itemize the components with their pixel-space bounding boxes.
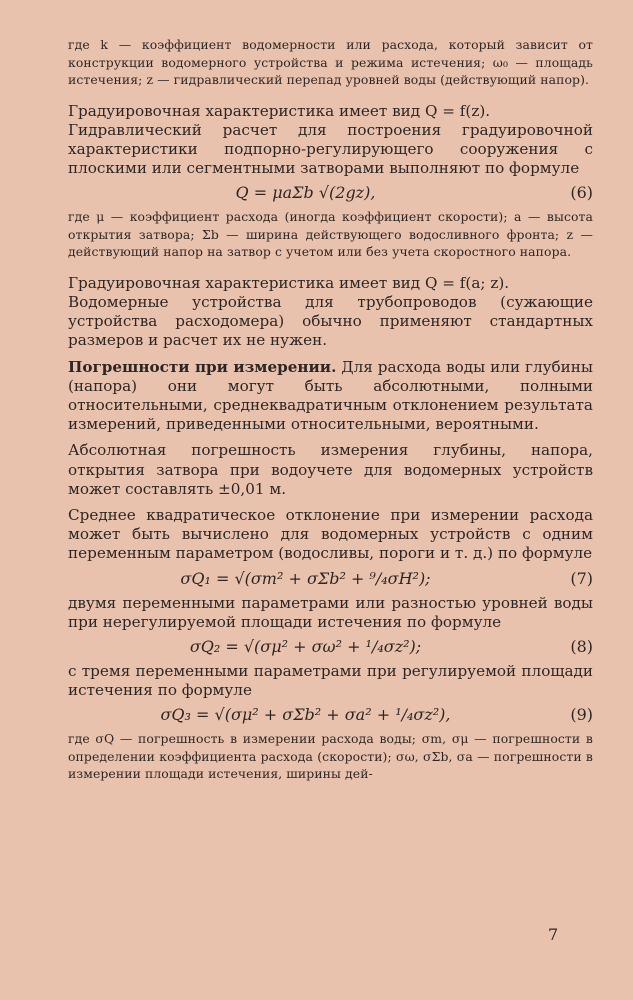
formula-7-expression: σQ₁ = √(σm² + σΣb² + ⁹/₄σH²); — [180, 568, 431, 588]
formula-8-expression: σQ₂ = √(σμ² + σω² + ¹/₄σz²); — [189, 637, 422, 657]
paragraph-graduation-2: Градуировочная характеристика имеет вид Q = f(a; z). — [68, 273, 510, 292]
paragraph-definitions-k: где k — коэффициент водомерности или расхода, который зависит от конструкции водомерного устройства и режима истечения; ω₀ — площадь истечения; z — гидравлический перепад уровней воды (действующий напор). — [68, 37, 593, 87]
paragraph-pipe-devices: Водомерные устройства для трубопроводов (сужающие устройства расходомера) обычно применяют стандартных размеров и расчет их не нужен. — [68, 293, 593, 350]
paragraph-hydraulic-calc: Гидравлический расчет для построения градуировочной характеристики подпорно-регулирующего сооружения с плоскими или сегментными затворами выполняют по формуле — [68, 120, 593, 178]
formula-8-number: (8) — [570, 637, 593, 657]
formula-6 — [68, 178, 593, 208]
paragraph-two-params: двумя переменными параметрами или разностью уровней воды при нерегулируемой площади истечения по формуле — [68, 593, 593, 631]
formula-6-number: (6) — [570, 183, 593, 203]
formula-7-number: (7) — [570, 568, 593, 588]
paragraph-std-deviation: Среднее квадратическое отклонение при измерении расхода может быть вычислено для водомерных устройств с одним переменным параметром (водосливы, пороги и т. д.) по формуле — [68, 506, 593, 563]
paragraph-definitions-sigma: где σQ — погрешность в измерении расхода воды; σm, σμ — погрешности в определении коэффициента расхода (скорости); σω, σΣb, σa — погрешности в измерении площади истечения, ширины дей- — [68, 731, 593, 782]
formula-9 — [68, 700, 593, 730]
paragraph-errors — [68, 358, 593, 435]
page-number: 7 — [548, 925, 559, 944]
formula-9-number: (9) — [570, 705, 593, 725]
paragraph-graduation-1: Градуировочная характеристика имеет вид Q = f(z). — [68, 101, 491, 120]
paragraph-errors-text: Для расхода воды или глубины (напора) они могут быть абсолютными, полными относительными, среднеквадратичным отклонением результата измерений, приведенными относительными, вероятными. — [68, 357, 594, 434]
formula-8 — [68, 632, 593, 662]
paragraph-absolute-error: Абсолютная погрешность измерения глубины, напора, открытия затвора при водоучете для водомерных устройств может составлять ±0,01 м. — [68, 441, 593, 498]
formula-9-expression: σQ₃ = √(σμ² + σΣb² + σa² + ¹/₄σz²), — [160, 705, 451, 725]
formula-7 — [68, 564, 593, 594]
paragraph-three-params: с тремя переменными параметрами при регулируемой площади истечения по формуле — [68, 662, 593, 700]
section-heading-errors: Погрешности при измерении. — [68, 357, 337, 376]
formula-6-expression: Q = μaΣb √(2gz), — [235, 183, 376, 203]
paragraph-definitions-mu: где μ — коэффициент расхода (иногда коэффициент скорости); a — высота открытия затвора; Σb — ширина действующего водосливного фронта; z — действующий напор на затвор с учетом или без учета скоростного напора. — [68, 209, 593, 260]
